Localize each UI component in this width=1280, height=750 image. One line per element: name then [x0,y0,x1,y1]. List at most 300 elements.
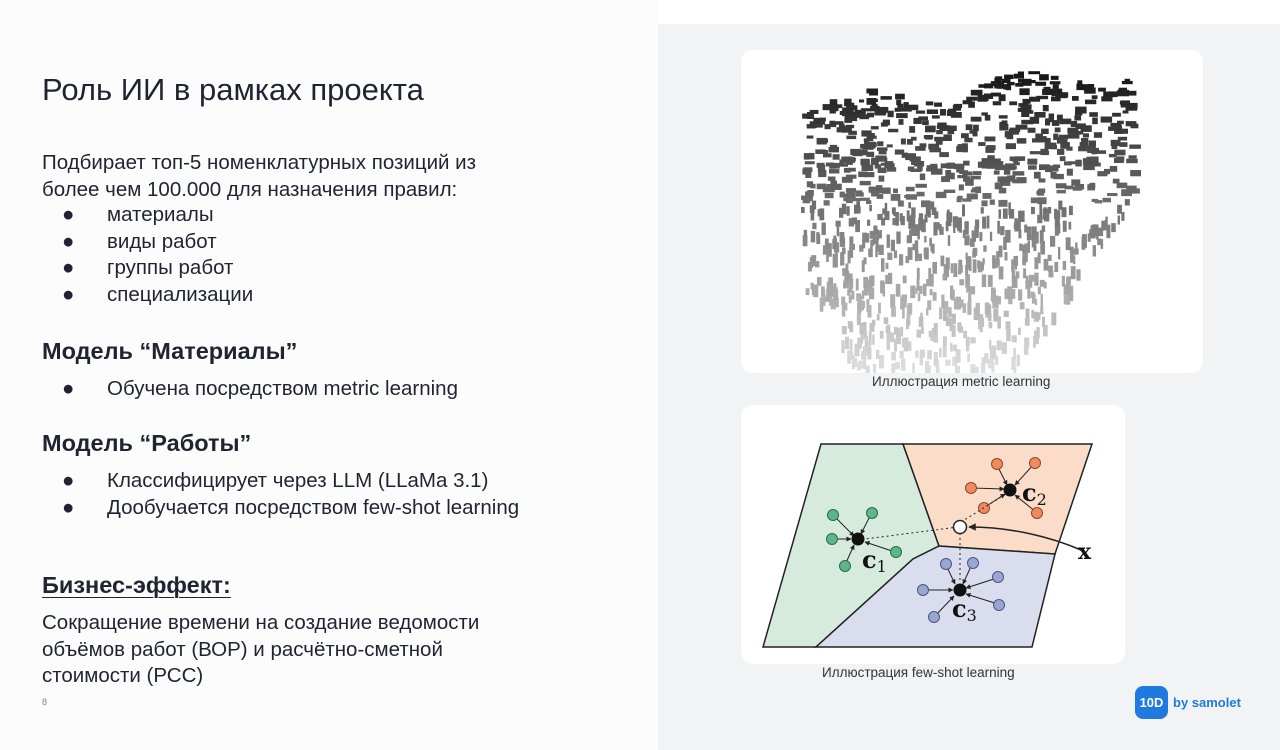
embedding-point [995,259,1000,267]
embedding-point [1000,226,1004,235]
embedding-point [1117,121,1124,125]
support-point [992,459,1003,470]
embedding-point [901,139,906,145]
embedding-point [879,151,887,155]
embedding-point [925,361,929,373]
embedding-point [891,306,896,317]
embedding-point [1022,252,1027,262]
embedding-point [927,350,932,359]
embedding-point [1041,129,1049,134]
embedding-point [898,201,904,207]
embedding-point [1051,76,1059,80]
embedding-point [1057,149,1064,155]
embedding-point [1126,121,1137,126]
embedding-point [985,137,996,142]
embedding-point [999,124,1008,131]
embedding-point [964,235,969,245]
embedding-point [846,175,857,179]
embedding-point [1063,261,1066,270]
embedding-point [899,254,903,265]
embedding-point [953,263,957,277]
embedding-point [1092,199,1098,202]
embedding-point [1072,96,1079,101]
embedding-point [906,319,909,330]
embedding-point [943,274,948,281]
embedding-point [953,325,956,335]
support-point [994,600,1005,611]
embedding-point [907,303,912,315]
embedding-point [829,284,833,297]
embedding-point [969,130,974,134]
embedding-point [869,205,872,211]
embedding-point [809,153,814,160]
embedding-point [1057,115,1063,121]
embedding-point [1016,271,1019,278]
embedding-point [847,206,850,216]
embedding-point [873,106,879,109]
embedding-point [860,181,871,185]
embedding-point [831,299,836,310]
embedding-point [1129,155,1137,158]
embedding-point [943,346,947,357]
embedding-point [812,223,816,229]
embedding-point [1044,87,1051,93]
embedding-point [1075,107,1087,114]
embedding-point [805,191,813,197]
embedding-point [893,189,898,194]
embedding-point [1006,143,1016,149]
embedding-point [900,297,903,310]
embedding-point [991,362,994,373]
embedding-point [1064,296,1069,305]
embedding-point [877,141,883,146]
embedding-point [1101,117,1113,123]
embedding-point [931,274,934,287]
embedding-point [1088,141,1096,146]
embedding-point [861,351,866,359]
embedding-point [888,273,892,284]
embedding-point [837,127,846,132]
slide-title: Роль ИИ в рамках проекта [42,72,424,107]
embedding-point [855,220,860,232]
embedding-point [900,213,903,221]
embedding-point [923,284,927,296]
embedding-point [941,295,944,309]
support-point [828,510,839,521]
embedding-point [811,231,816,243]
embedding-point [989,304,992,316]
embedding-point [1034,257,1038,269]
embedding-point [1029,276,1033,288]
embedding-point [1030,151,1041,154]
embedding-point [1082,234,1087,248]
embedding-point [959,279,964,285]
embedding-point [870,246,873,257]
embedding-point [1014,223,1017,229]
support-point [918,585,929,596]
embedding-point [883,120,890,126]
embedding-point [1119,142,1127,147]
embedding-point [1101,239,1104,249]
list-item-text: виды работ [107,229,217,253]
embedding-point [1050,236,1055,247]
embedding-point [997,221,1000,234]
embedding-point [1002,342,1007,354]
embedding-point [1062,208,1065,217]
embedding-point [1005,133,1010,137]
embedding-point [857,338,862,349]
embedding-point [953,222,955,234]
embedding-point [859,361,864,369]
embedding-point [1011,166,1017,169]
embedding-point [895,212,899,226]
embedding-point [1034,112,1045,118]
embedding-point [1035,82,1046,86]
embedding-point [916,184,927,188]
embedding-point [913,244,918,250]
embedding-point [887,235,890,248]
embedding-point [934,352,938,365]
embedding-point [992,294,994,303]
embedding-point [935,222,940,229]
embedding-point [983,245,986,251]
embedding-point [874,111,886,115]
embedding-point [1092,224,1095,234]
embedding-point [894,250,897,258]
embedding-point [925,126,936,133]
embedding-point [1047,165,1058,171]
embedding-point [1023,268,1026,278]
embedding-point [845,263,848,274]
brand-logo [1135,686,1241,719]
embedding-point [995,183,1001,190]
embedding-point [1028,71,1040,74]
metric-learning-image [741,50,1203,373]
support-point [993,572,1004,583]
embedding-point [987,216,990,229]
embedding-point [1126,159,1138,164]
embedding-point [966,284,970,292]
embedding-point [939,152,949,157]
embedding-point [985,115,991,121]
embedding-point [959,184,964,190]
embedding-point [941,176,950,182]
embedding-point [1014,74,1020,79]
embedding-point [850,339,853,351]
embedding-point [1092,95,1098,99]
embedding-point [1057,190,1066,194]
embedding-point [1090,183,1096,189]
embedding-point [970,286,975,294]
embedding-point [999,94,1006,101]
embedding-point [925,135,932,140]
embedding-point [1031,310,1034,318]
embedding-point [1130,170,1141,176]
embedding-point [1035,134,1043,140]
embedding-point [830,145,837,151]
embedding-point [871,126,879,129]
embedding-point [891,352,896,360]
embedding-point [891,194,901,201]
embedding-point [870,323,875,332]
embedding-point [872,335,874,345]
embedding-point [1066,277,1069,290]
embedding-point [1030,117,1039,124]
label-c2: c2 [1022,478,1047,509]
bullet-icon: ● [62,469,75,492]
embedding-point [930,244,934,252]
embedding-point [972,230,976,241]
embedding-point [1044,213,1047,222]
embedding-point [840,192,845,198]
embedding-point [1020,302,1025,309]
embedding-point [848,321,853,329]
embedding-point [877,314,880,320]
embedding-point [870,231,874,239]
embedding-point [1009,101,1017,105]
embedding-point [965,179,974,186]
embedding-point [1103,222,1107,230]
embedding-point [856,201,860,208]
embedding-point [869,288,874,300]
embedding-point [1074,115,1081,120]
embedding-point [966,124,973,130]
embedding-point [1054,262,1058,272]
embedding-point [1094,132,1102,138]
embedding-point [1049,114,1055,120]
embedding-point [895,108,901,112]
embedding-point [1005,230,1010,243]
embedding-point [1018,289,1022,300]
embedding-point [837,225,840,237]
embedding-point [1045,118,1054,122]
embedding-point [933,335,938,343]
embedding-point [858,298,861,311]
embedding-point [822,223,826,236]
embedding-point [957,197,962,202]
embedding-point [846,198,853,204]
embedding-point [1041,294,1043,307]
embedding-point [943,336,947,346]
embedding-point [951,263,954,273]
list-item [62,282,253,309]
embedding-point [981,207,984,213]
embedding-point [1028,128,1036,133]
embedding-point [892,207,895,214]
embedding-point [1019,244,1023,251]
list-item-text: специализации [107,282,254,306]
embedding-point [890,333,894,343]
embedding-point [962,172,972,176]
embedding-point [1012,335,1017,342]
embedding-point [858,172,867,178]
embedding-point [1001,79,1010,83]
embedding-point [1059,92,1068,97]
embedding-point [930,289,933,295]
embedding-point [856,279,859,291]
embedding-point [839,159,844,166]
embedding-point [888,111,894,118]
embedding-point [929,148,941,153]
embedding-point [815,261,819,267]
embedding-point [978,142,985,146]
embedding-point [835,238,838,248]
embedding-point [1044,259,1049,271]
embedding-point [946,126,957,131]
embedding-point [1045,143,1057,150]
embedding-point [846,188,856,192]
embedding-point [869,89,878,96]
embedding-point [998,200,1007,207]
embedding-point [1071,266,1076,279]
embedding-point [927,165,938,169]
embedding-point [968,293,971,302]
embedding-point [945,170,951,176]
embedding-point [1117,90,1129,97]
embedding-point [943,309,947,321]
embedding-point [887,338,891,350]
embedding-point [971,117,982,122]
embedding-point [951,290,955,301]
embedding-point [940,109,946,116]
embedding-point [1010,157,1021,162]
intro-line-1: Подбирает топ-5 номенклатурных позиций из [42,151,477,174]
embedding-point [1089,112,1098,117]
embedding-point [835,163,840,169]
embedding-point [1110,166,1117,172]
embedding-point [863,161,870,167]
embedding-point [927,109,938,114]
prototype-c2 [1004,484,1017,497]
embedding-point [997,85,1002,89]
embedding-point [934,323,938,336]
embedding-point [1011,289,1016,299]
embedding-point [915,287,917,294]
logo-text: by samolet [1173,695,1241,710]
embedding-point [944,190,956,193]
embedding-point [1018,230,1021,239]
embedding-point [1058,201,1062,210]
embedding-point [1003,84,1011,89]
embedding-point [862,290,864,299]
embedding-point [1019,88,1029,95]
embedding-point [920,350,925,358]
embedding-point [1004,75,1013,80]
embedding-point [846,191,856,198]
embedding-point [1108,91,1117,97]
support-point [827,534,838,545]
embedding-point [928,204,931,218]
embedding-point [1028,241,1030,253]
embedding-point [1031,292,1035,298]
embedding-point [994,171,1000,175]
embedding-point [877,147,888,151]
embedding-point [1092,118,1098,125]
embedding-point [1112,113,1121,117]
embedding-point [896,284,901,297]
embedding-point [918,116,928,120]
embedding-point [973,171,982,175]
embedding-point [867,342,871,354]
embedding-point [812,201,816,210]
embedding-point [1126,186,1137,190]
business-heading: Бизнес-эффект: [42,572,231,598]
embedding-point [842,326,847,334]
embedding-point [849,247,853,258]
embedding-point [1076,269,1080,280]
embedding-point [945,360,950,366]
embedding-point [807,124,816,128]
embedding-point [926,101,934,105]
list-item [62,376,458,403]
embedding-point [977,260,980,268]
bullet-icon: ● [62,203,75,226]
embedding-point [916,111,925,114]
embedding-point [841,340,844,353]
support-point [867,508,878,519]
embedding-point [997,296,1001,304]
embedding-point [830,181,837,185]
embedding-point [1040,306,1043,314]
embedding-point [803,199,811,203]
embedding-point [1006,328,1011,341]
query-point [954,521,967,534]
embedding-point [1025,317,1030,325]
embedding-point [948,235,950,246]
embedding-point [983,193,992,199]
embedding-point [978,95,988,102]
embedding-point [866,152,874,157]
embedding-point [1075,160,1081,167]
embedding-point [844,118,852,123]
embedding-point [1036,96,1048,99]
support-point [941,559,952,570]
embedding-point [971,90,983,96]
embedding-point [1114,158,1124,163]
embedding-point [909,341,912,351]
embedding-point [842,112,849,117]
embedding-point [860,198,870,201]
embedding-point [867,136,874,141]
embedding-point [936,140,943,145]
embedding-point [974,308,979,321]
materials-bullet-list [62,376,458,403]
embedding-point [978,84,984,88]
embedding-point [1034,273,1038,286]
embedding-point [1042,225,1045,232]
embedding-point [896,332,901,345]
embedding-point [957,297,961,310]
embedding-point [931,201,935,209]
embedding-point [867,98,877,105]
bullet-icon: ● [62,256,75,279]
embedding-point [1043,325,1048,337]
embedding-point [875,156,886,162]
embedding-point [826,252,829,262]
embedding-point [981,112,988,115]
embedding-point [1014,367,1017,373]
embedding-point [861,130,871,136]
list-item [62,229,253,256]
support-point [891,547,902,558]
embedding-point [1069,206,1073,215]
embedding-point [1024,243,1027,250]
embedding-point [1081,138,1088,142]
embedding-point [826,163,834,167]
bullet-icon: ● [62,495,75,519]
embedding-point [904,195,913,198]
embedding-point [982,274,986,287]
